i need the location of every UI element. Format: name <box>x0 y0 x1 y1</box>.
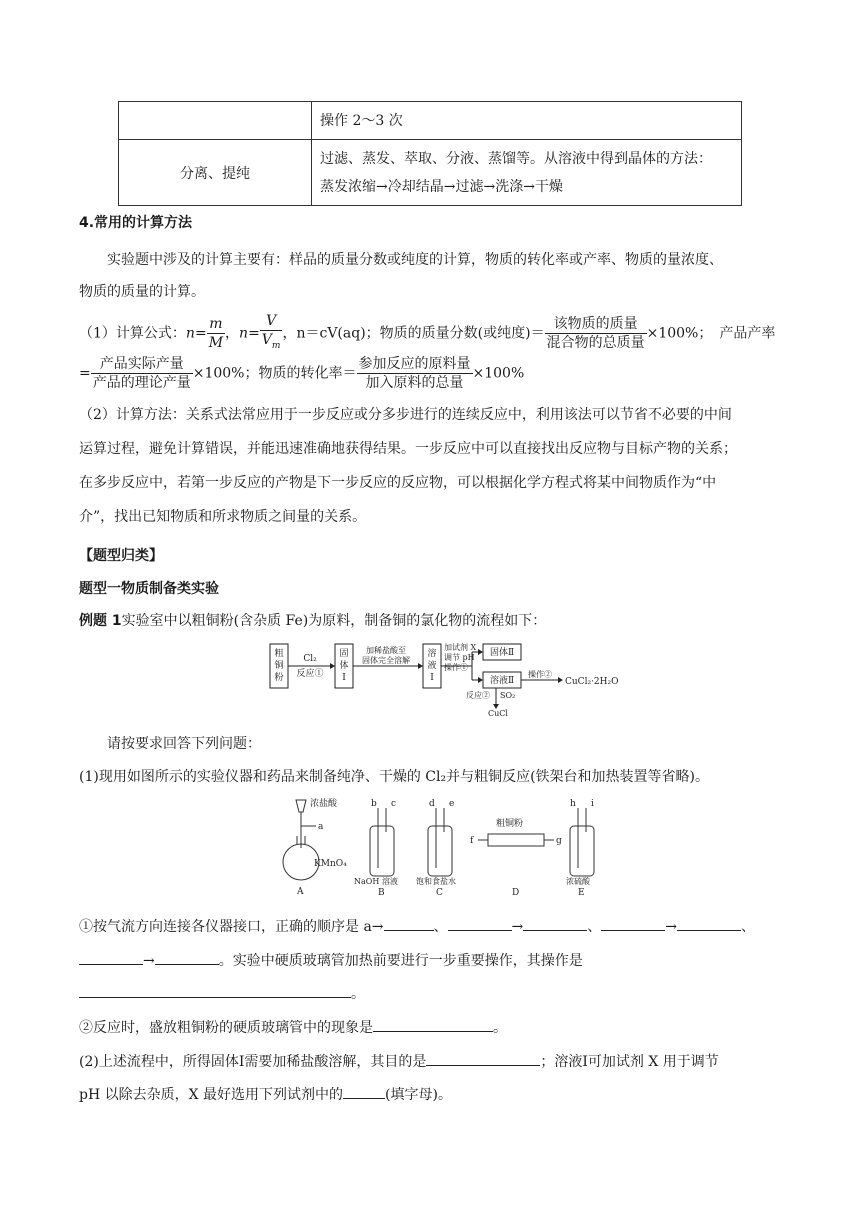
answer-blank[interactable] <box>79 950 143 965</box>
arrow-head <box>418 663 423 669</box>
question-text: 。 <box>351 986 365 1002</box>
hard-glass-tube <box>488 834 544 846</box>
formula-text: ×100%；物质的转化率＝ <box>192 365 357 382</box>
apparatus-letter: E <box>578 888 585 896</box>
apparatus-label: 粗铜粉 <box>496 819 524 829</box>
table-text: 过滤、蒸发、萃取、分液、蒸馏等。从溶液中得到晶体的方法： <box>320 150 712 167</box>
example-text: 实验室中以粗铜粉(含杂质 Fe)为原料，制备铜的氯化物的流程如下： <box>121 613 547 629</box>
apparatus-label: KMnO₄ <box>314 859 347 869</box>
answer-blank[interactable] <box>373 1017 493 1032</box>
answer-blank[interactable] <box>426 1051 540 1066</box>
separation-table <box>118 101 742 206</box>
wash-bottle-e <box>570 826 594 876</box>
question-1a-line2 <box>79 950 583 970</box>
question-2-line2 <box>79 1084 452 1104</box>
port-label: g <box>556 836 562 846</box>
fraction-V-Vm <box>260 312 283 355</box>
question-text: 。 <box>493 1020 507 1036</box>
port-label: e <box>449 799 455 809</box>
formula-label: （1）计算公式： <box>79 325 186 342</box>
question-text: → <box>143 953 155 969</box>
flow-char: 粗 <box>274 649 284 659</box>
flow-char: 铜 <box>274 661 284 671</box>
table-cell-label: 分离、提纯 <box>119 140 312 206</box>
apparatus-letter: C <box>436 888 443 896</box>
question-text: 。实验中硬质玻璃管加热前要进行一步重要操作，其操作是 <box>218 953 583 969</box>
formula-var: n <box>239 325 249 342</box>
question-text: ；溶液Ⅰ可加试剂 X 用于调节 <box>540 1054 719 1070</box>
port-label: c <box>391 799 397 809</box>
flow-box-label <box>339 648 348 683</box>
paragraph-line: 介”，找出已知物质和所求物质之间量的关系。 <box>79 509 367 525</box>
answer-blank[interactable] <box>523 916 587 931</box>
flow-arrow-label: Cl₂ <box>303 654 317 664</box>
type1-heading: 题型一物质制备类实验 <box>79 581 219 597</box>
answer-blank[interactable] <box>448 916 512 931</box>
question-1a-line1 <box>79 916 755 936</box>
flow-char: 固 <box>339 649 349 659</box>
port-label: d <box>429 799 435 809</box>
formula-var: n <box>185 325 195 342</box>
flow-char: 溶 <box>427 649 437 659</box>
apparatus-label: 浓盐酸 <box>310 799 338 809</box>
apparatus-label: 饱和食盐水 <box>416 877 456 886</box>
flow-char: 体 <box>339 661 349 671</box>
arrow-head <box>478 677 483 683</box>
flow-arrow-label: 操作② <box>528 670 552 679</box>
flow-arrow-label: 加试剂 X <box>444 643 477 652</box>
apparatus-letter: A <box>297 887 304 896</box>
port-label: a <box>318 822 324 832</box>
question-text: 、 <box>433 919 448 935</box>
fraction-yield <box>91 355 193 392</box>
answer-blank[interactable] <box>677 916 741 931</box>
frac-num: m <box>207 315 225 334</box>
question-text: pH 以除去杂质，X 最好选用下列试剂中的 <box>79 1087 344 1103</box>
flow-product: CuCl <box>488 709 508 716</box>
frac-num: 参加反应的原料量 <box>358 356 471 372</box>
frac-num: 该物质的质量 <box>545 315 647 334</box>
flow-box-label: 固体Ⅱ <box>489 648 515 658</box>
frac-den: 产品的理论产量 <box>92 375 191 391</box>
answer-blank[interactable] <box>384 916 434 931</box>
port-label: b <box>371 799 377 809</box>
paragraph-line: 在多步反应中，若第一步反应的产物是下一步反应的反应物，可以根据化学方程式将某中间物质作为“中 <box>79 475 717 491</box>
flow-box-label <box>274 647 283 683</box>
table-cell-empty <box>119 102 312 140</box>
formula-text: ×100% <box>472 365 525 382</box>
wash-bottle-c <box>428 826 452 876</box>
types-heading: 【题型归类】 <box>79 548 163 564</box>
fraction-m-M <box>207 315 225 352</box>
question-1: (1)现用如图所示的实验仪器和药品来制备纯净、干燥的 Cl₂并与粗铜反应(铁架台和加热装置等省略)。 <box>79 769 710 785</box>
flow-arrow-label: 操作① <box>444 663 468 672</box>
answer-blank[interactable] <box>79 983 351 998</box>
table-cell <box>312 140 742 206</box>
frac-den: M <box>208 334 224 351</box>
flow-arrow-label: 调节 pH <box>444 653 475 662</box>
formula-text: n＝cV(aq)；物质的质量分数(或纯度)＝ <box>296 325 545 342</box>
question-1a-line3 <box>79 983 365 1003</box>
formula-eq: = <box>248 325 260 342</box>
flow-product: CuCl₂·2H₂O <box>565 677 619 687</box>
flow-arrow-label: 反应① <box>296 669 324 679</box>
flow-box-label <box>427 647 436 683</box>
example-label: 例题 1 <box>79 613 122 629</box>
flow-arrow-label: SO₂ <box>500 691 516 700</box>
frac-den: 混合物的总质量 <box>546 334 645 351</box>
question-text: 、 <box>741 919 755 935</box>
apparatus-figure <box>270 796 620 896</box>
apparatus-letter: D <box>512 888 520 896</box>
section-heading: 4.常用的计算方法 <box>79 215 193 231</box>
question-text: 、 <box>587 919 602 935</box>
formula-text: ×100%； 产品产率 <box>646 325 776 342</box>
fraction-conversion <box>357 355 473 392</box>
apparatus-letter: B <box>378 888 385 896</box>
flow-char: 粉 <box>274 673 284 683</box>
answer-blank[interactable] <box>343 1084 385 1099</box>
flow-char: 液 <box>427 661 437 671</box>
paragraph-line: 运算过程，避免计算错误，并能迅速准确地获得结果。一步反应中可以直接找出反应物与目标产物的关系； <box>79 441 737 457</box>
apparatus-label: NaOH 溶液 <box>354 877 398 886</box>
question-text: ②反应时，盛放粗铜粉的硬质玻璃管中的现象是 <box>79 1020 373 1036</box>
formula-eq: = <box>79 365 91 382</box>
fraction-mass <box>545 315 647 352</box>
question-1b <box>79 1017 507 1037</box>
formula-eq: = <box>194 325 207 342</box>
flow-char: Ⅰ <box>342 673 346 683</box>
paragraph-line: （2）计算方法：关系式法常应用于一步反应或分多步进行的连续反应中，利用该法可以节省不必要的中间 <box>79 407 732 423</box>
frac-den-main: V <box>261 332 272 348</box>
answer-blank[interactable] <box>601 916 665 931</box>
question-text: (2)上述流程中，所得固体Ⅰ需要加稀盐酸溶解，其目的是 <box>79 1054 427 1070</box>
flow-diagram <box>268 640 628 716</box>
arrow-head <box>330 663 335 669</box>
formula-line-2 <box>79 355 524 392</box>
frac-den: 加入原料的总量 <box>365 375 464 391</box>
apparatus-label: 浓硫酸 <box>566 877 590 886</box>
question-text: → <box>665 919 677 935</box>
arrow-head <box>478 649 483 655</box>
questions-intro: 请按要求回答下列问题： <box>107 736 261 752</box>
flow-box-label: 溶液Ⅱ <box>489 676 515 686</box>
flow-char: Ⅰ <box>430 673 434 683</box>
port-label: i <box>591 799 594 809</box>
paragraph-line: 实验题中涉及的计算主要有：样品的质量分数或纯度的计算，物质的转化率或产率、物质的量浓度、 <box>107 252 723 268</box>
frac-num: V <box>260 312 283 331</box>
frac-den <box>260 331 283 355</box>
frac-den-sub: m <box>271 340 281 351</box>
question-2-line1 <box>79 1051 719 1071</box>
answer-blank[interactable] <box>155 950 219 965</box>
port-label: h <box>570 799 576 809</box>
question-text: (填字母)。 <box>385 1087 452 1103</box>
question-text: → <box>511 919 524 935</box>
arrow-head <box>558 677 563 683</box>
wash-bottle-b <box>370 826 394 876</box>
question-text: ①按气流方向连接各仪器接口，正确的顺序是 a→ <box>79 919 384 935</box>
table-cell: 操作 2～3 次 <box>312 102 742 140</box>
formula-line-1: （1）计算公式：n= $\frac{m}{M}$ ，n= $\frac{V}{V_m}$ ，n＝cV(aq)；物质的质量分数(或纯度)＝ $\frac{\text{该物质的质量}}{\text{混合物的总质量}}$ ×100%； 产品产率 <box>79 312 775 355</box>
paragraph-line: 物质的质量的计算。 <box>79 284 205 300</box>
flow-arrow-label: 反应② <box>466 691 490 700</box>
table-text: 蒸发浓缩→冷却结晶→过滤→洗涤→干燥 <box>320 178 563 195</box>
flow-arrow-label: 固体完全溶解 <box>362 656 410 665</box>
frac-num: 产品实际产量 <box>91 355 193 374</box>
port-label: f <box>470 836 474 846</box>
flow-arrow-label: 加稀盐酸至 <box>366 646 406 655</box>
separatory-funnel <box>296 800 306 812</box>
example-line <box>79 610 546 630</box>
